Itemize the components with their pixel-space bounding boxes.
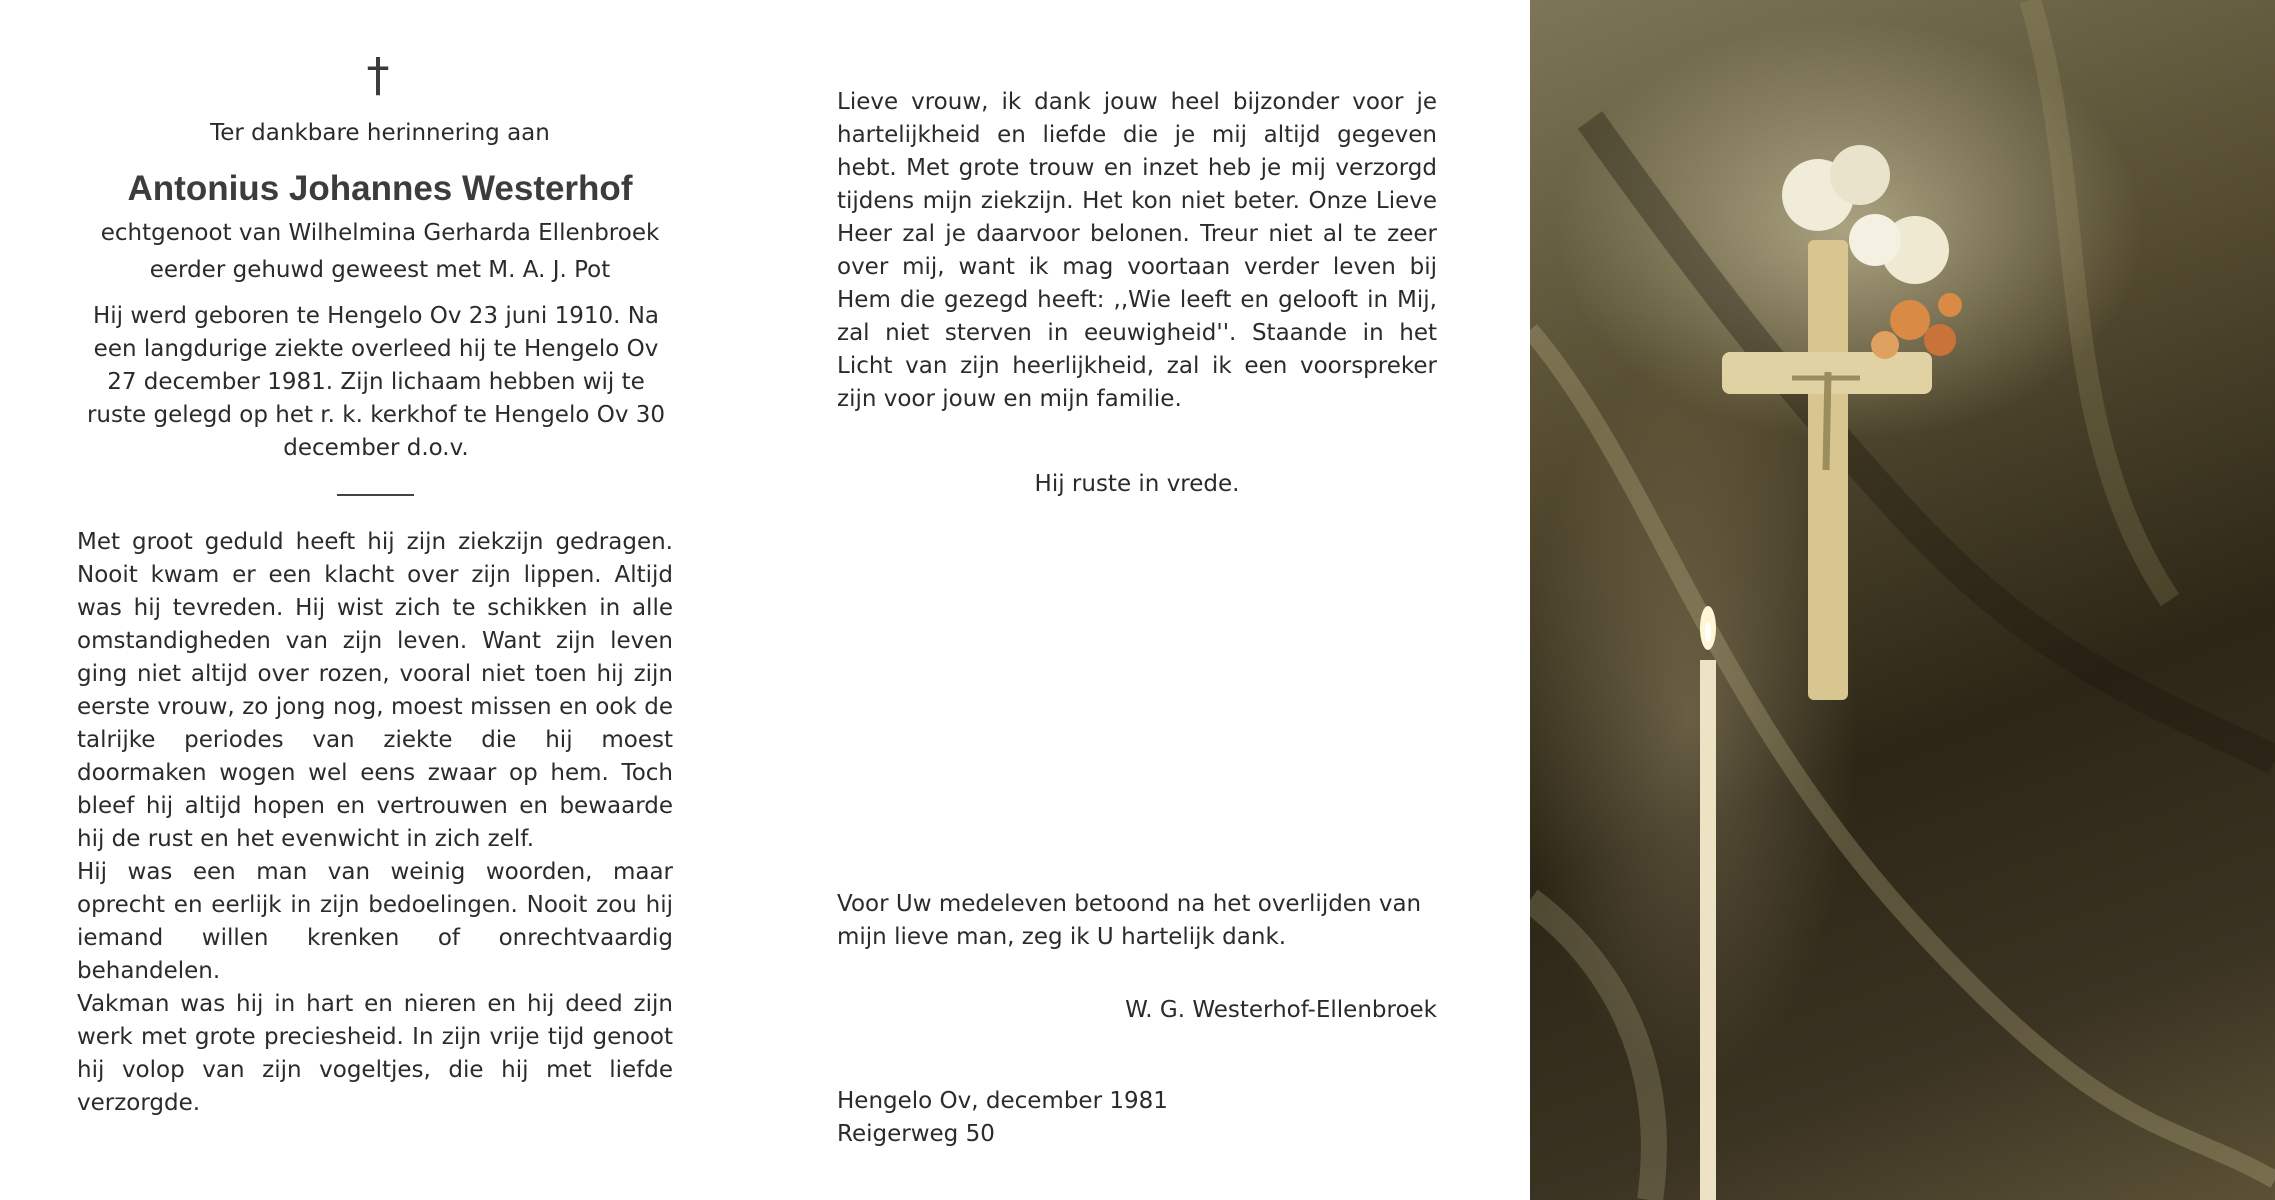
rest-in-peace: Hij ruste in vrede. xyxy=(1034,471,1240,497)
candle-flame-core xyxy=(1705,622,1711,642)
orange-flower xyxy=(1924,324,1956,356)
biography xyxy=(77,526,673,1120)
biography-paragraph: Met groot geduld heeft hij zijn ziekzijn gedragen. Nooit kwam er een klacht over zijn lippen. Altijd was hij tevreden. Hij wist zich te schikken in alle omstandigheden van zijn leven. Want zijn leven ging niet altijd over rozen, vooral niet toen hij zijn eerste vrouw, zo jong nog, moest missen en ook de talrijke periodes van ziekte die hij moest doormaken wogen wel eens zwaar op hem. Toch bleef hij altijd hopen en vertrouwen en bewaarde hij de rust en het evenwicht in zich zelf. xyxy=(77,529,673,852)
photo-illustration xyxy=(1530,0,2275,1200)
thanks-text: Voor Uw medeleven betoond na het overlijden van mijn lieve man, zeg ik U hartelijk dank. xyxy=(837,891,1422,950)
candle xyxy=(1700,606,1716,1200)
white-flower xyxy=(1830,145,1890,205)
divider xyxy=(337,494,414,496)
address: Reigerweg 50 xyxy=(837,1121,995,1147)
candle-stick xyxy=(1700,660,1716,1200)
biography-paragraph: Hij was een man van weinig woorden, maar oprecht en eerlijk in zijn bedoelingen. Nooit zou hij iemand willen krenken of onrechtvaardig behandelen. xyxy=(77,859,673,984)
intro-text: Ter dankbare herinnering aan xyxy=(210,120,550,146)
memorial-photo xyxy=(1530,0,2275,1200)
corpus-figure xyxy=(1826,372,1828,470)
orange-flower xyxy=(1938,293,1962,317)
biography-paragraph: Vakman was hij in hart en nieren en hij deed zijn werk met grote preciesheid. In zijn vrije tijd genoot hij volop van zijn vogeltjes, die hij met liefde verzorgde. xyxy=(77,991,673,1116)
middle-panel xyxy=(790,0,1530,1200)
orange-flower xyxy=(1871,331,1899,359)
deceased-name: Antonius Johannes Westerhof xyxy=(127,169,633,208)
drape-fold xyxy=(2030,0,2170,600)
letter-text: Lieve vrouw, ik dank jouw heel bijzonder voor je hartelijkheid en liefde die je mij altijd gegeven hebt. Met grote trouw en inzet heb je mij verzorgd tijdens mijn ziekzijn. Het kon niet beter. Onze Lieve Heer zal je daarvoor belonen. Treur niet al te zeer over mij, want ik mag voortaan verder leven bij Hem die gezegd heeft: ,,Wie leeft en gelooft in Mij, zal niet sterven in eeuwigheid''. Staande in het Licht van zijn heerlijkheid, zal ik een voorspreker zijn voor jouw en mijn familie. xyxy=(837,89,1437,412)
white-flower xyxy=(1849,214,1901,266)
place-date: Hengelo Ov, december 1981 xyxy=(837,1088,1168,1114)
birth-death-text: Hij werd geboren te Hengelo Ov 23 juni 1910. Na een langdurige ziekte overleed hij te Hengelo Ov 27 december 1981. Zijn lichaam hebben wij te ruste gelegd op het r. k. kerkhof te Hengelo Ov 30 december d.o.v. xyxy=(86,303,666,461)
spouse-line: echtgenoot van Wilhelmina Gerharda Ellenbroek xyxy=(100,220,660,246)
previous-marriage-line: eerder gehuwd geweest met M. A. J. Pot xyxy=(149,257,611,283)
left-panel xyxy=(0,0,760,1200)
signature: W. G. Westerhof-Ellenbroek xyxy=(1125,997,1437,1023)
drape-fold xyxy=(1590,120,2275,760)
drape-fold xyxy=(1530,900,1654,1200)
cross-icon: † xyxy=(366,48,390,102)
orange-flower xyxy=(1890,300,1930,340)
